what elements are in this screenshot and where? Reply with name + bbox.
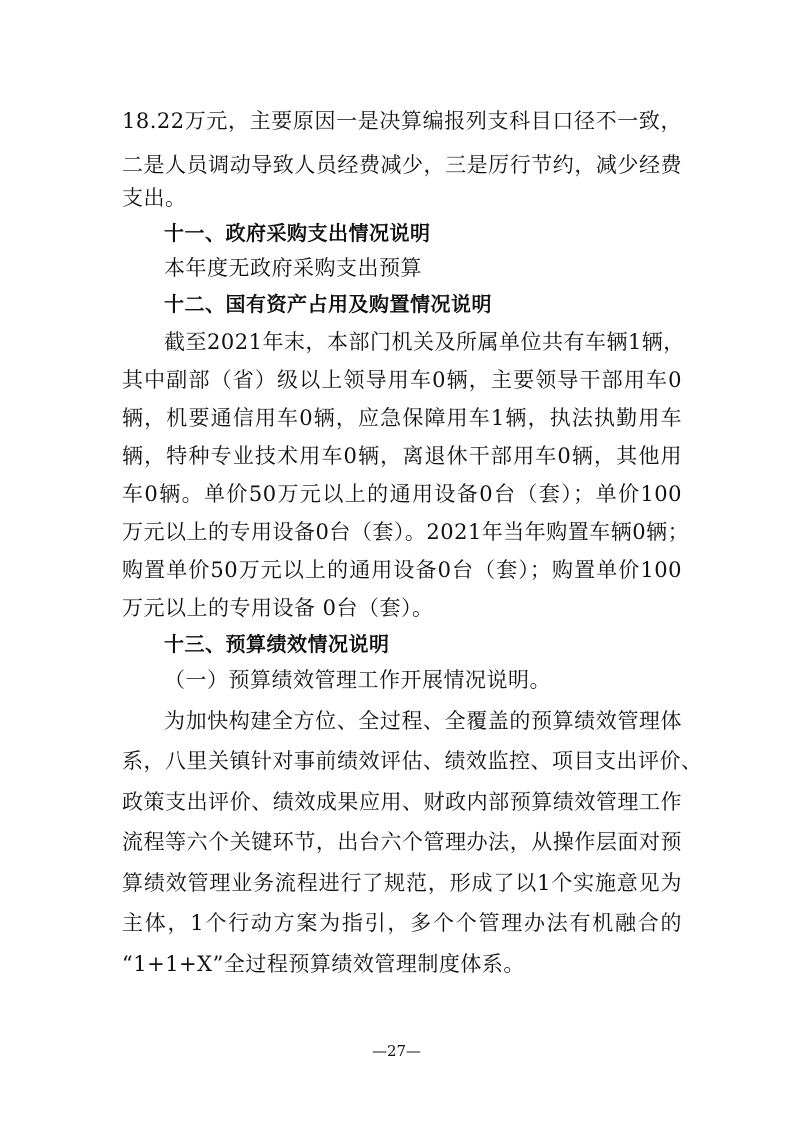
body-line-8: 其中副部（省）级以上领导用车0辆，主要领导干部用车0 [122, 368, 682, 392]
body-line-13: 购置单价50万元以上的通用设备0台（套）；购置单价100 [122, 558, 682, 582]
body-line-11: 车0辆。单价50万元以上的通用设备0台（套）；单价100 [122, 482, 682, 506]
body-line-14: 万元以上的专用设备 0台（套）。 [122, 596, 434, 620]
body-line-12: 万元以上的专用设备0台（套）。2021年当年购置车辆0辆； [122, 520, 690, 544]
body-line-2: 二是人员调动导致人员经费减少，三是厉行节约，减少经费 [122, 153, 682, 177]
body-line-3: 支出。 [122, 186, 187, 210]
body-line-10: 辆，特种专业技术用车0辆，离退休干部用车0辆，其他用 [122, 444, 682, 468]
page-number: —27— [371, 1042, 422, 1060]
body-line-9: 辆，机要通信用车0辆，应急保障用车1辆，执法执勤用车 [122, 406, 682, 430]
section-heading-11: 十一、政府采购支出情况说明 [164, 221, 431, 245]
section-heading-12: 十二、国有资产占用及购置情况说明 [164, 292, 492, 316]
body-line-22: 主体，1个行动方案为指引，多个个管理办法有机融合的 [122, 911, 682, 935]
body-line-1: 18.22万元，主要原因一是决算编报列支科目口径不一致， [122, 109, 682, 133]
body-line-21: 算绩效管理业务流程进行了规范，形成了以1个实施意见为 [122, 871, 682, 895]
body-line-18: 系，八里关镇针对事前绩效评估、绩效监控、项目支出评价、 [122, 749, 703, 773]
body-line-19: 政策支出评价、绩效成果应用、财政内部预算绩效管理工作 [122, 790, 682, 814]
body-line-17: 为加快构建全方位、全过程、全覆盖的预算绩效管理体 [164, 709, 682, 733]
subsection-heading-1: （一）预算绩效管理工作开展情况说明。 [164, 668, 551, 692]
body-line-20: 流程等六个关键环节，出台六个管理办法，从操作层面对预 [122, 830, 682, 854]
body-line-23: “1+1+X”全过程预算绩效管理制度体系。 [122, 952, 525, 976]
body-line-5: 本年度无政府采购支出预算 [164, 256, 422, 280]
body-line-7: 截至2021年末，本部门机关及所属单位共有车辆1辆， [164, 330, 685, 354]
section-heading-13: 十三、预算绩效情况说明 [164, 632, 390, 656]
